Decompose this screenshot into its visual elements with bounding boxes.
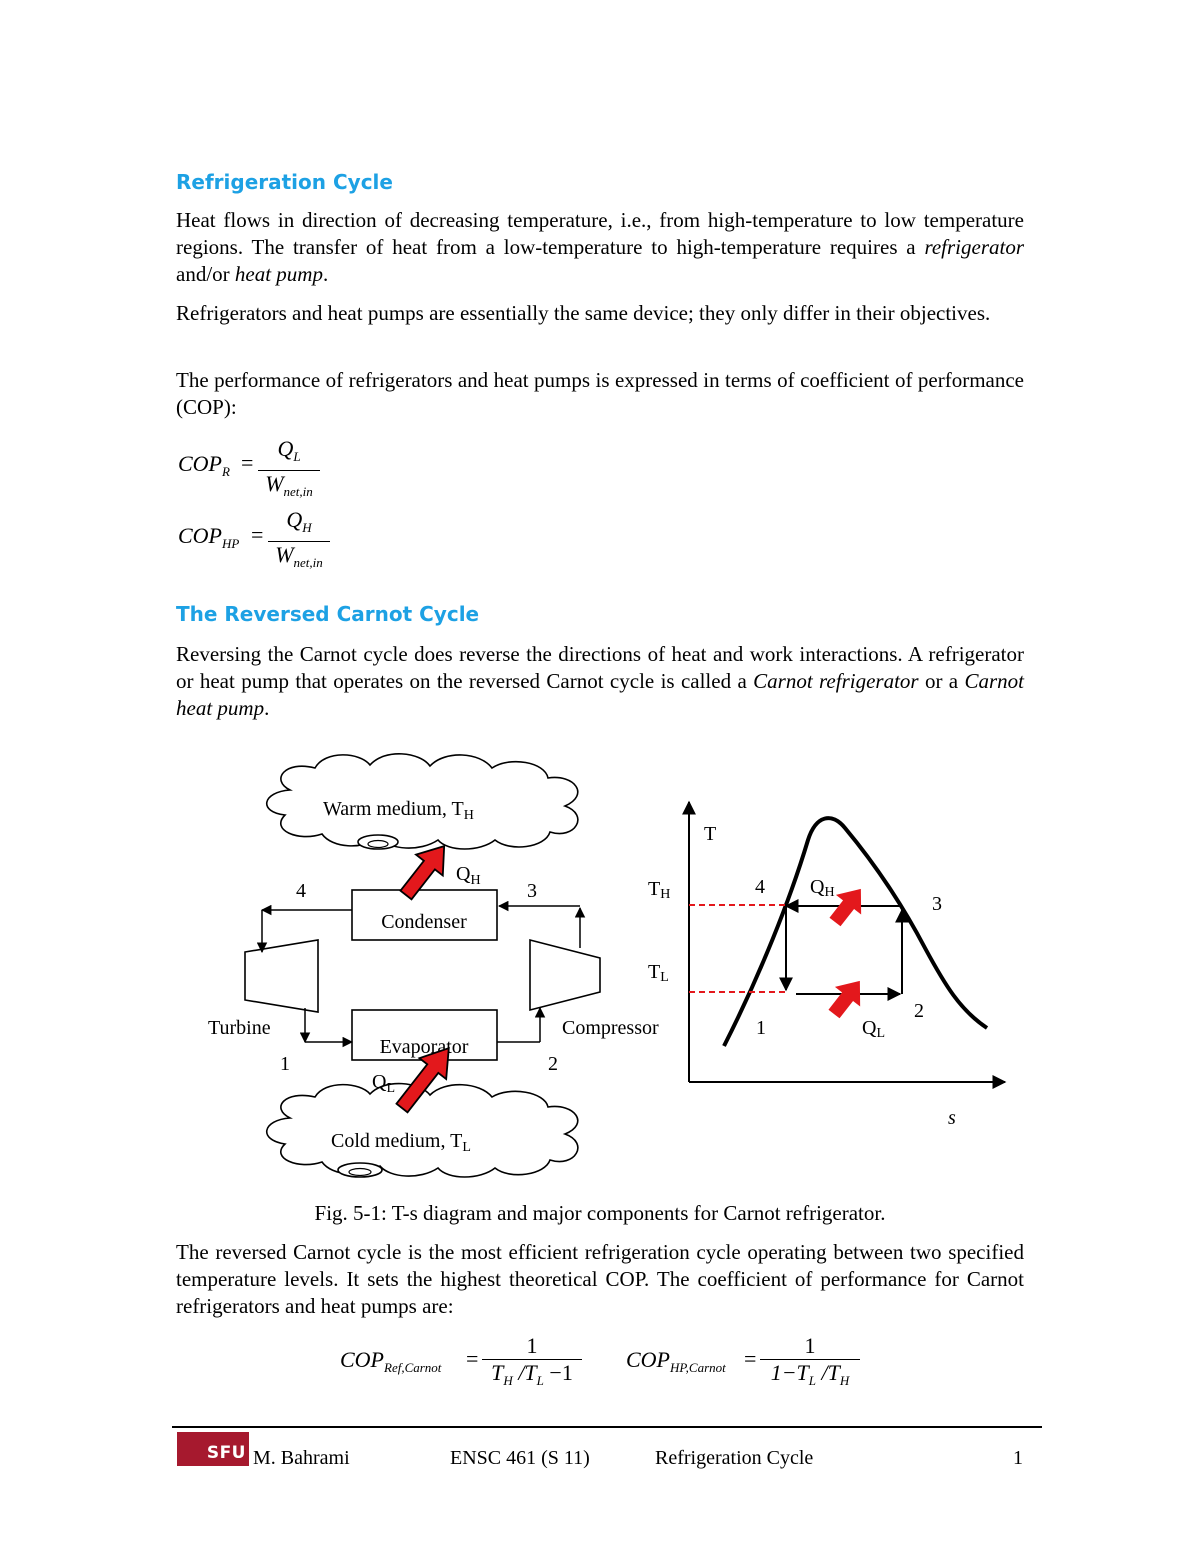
eq-den: −1 — [543, 1360, 573, 1385]
footer-author: M. Bahrami — [253, 1447, 350, 1469]
ts-state-3: 3 — [932, 893, 942, 915]
eq-equals: = — [241, 450, 254, 475]
turbine-shape — [245, 940, 318, 1012]
eq-num: 1 — [804, 1333, 816, 1358]
eq-num: Q — [286, 507, 303, 532]
footer-rule — [172, 1426, 1042, 1428]
text-italic: refrigerator — [924, 235, 1024, 259]
eq-den: T — [491, 1360, 504, 1385]
eq-equals: = — [466, 1346, 479, 1371]
ts-th-label: TH — [648, 878, 671, 902]
footer-course: ENSC 461 (S 11) — [450, 1447, 590, 1469]
cold-medium-label: Cold medium, $T_L$ — [331, 1130, 471, 1155]
ts-tl-label: TL — [648, 961, 669, 985]
ts-s-axis-label: s — [948, 1107, 956, 1129]
eq-lhs-sub: R — [222, 464, 230, 479]
eq-den-sub: H — [503, 1373, 513, 1388]
eq-den-sub: L — [808, 1373, 817, 1388]
state-4-label: 4 — [296, 880, 306, 902]
eq-equals: = — [251, 522, 264, 547]
text-italic: heat pump — [234, 262, 323, 286]
state-2-label: 2 — [548, 1053, 558, 1075]
text: Reversing the Carnot cycle does reverse the directions of heat and work interactions. A refrigerator or heat pump that operates on the reversed Carnot cycle is called a — [176, 642, 1024, 693]
compressor-label: Compressor — [562, 1017, 659, 1039]
paragraph-same-device: Refrigerators and heat pumps are essentially the same device; they only differ in their objectives. — [176, 301, 991, 325]
sfu-logo: SFU — [177, 1432, 249, 1466]
eq-lhs: COP — [178, 451, 222, 476]
ts-t-axis-label: T — [704, 823, 717, 845]
qh-label: $Q_H$ — [456, 863, 481, 888]
ql-label: $Q_L$ — [372, 1071, 396, 1096]
eq-equals: = — [744, 1346, 757, 1371]
eq-lhs: COP — [340, 1347, 384, 1372]
paragraph-most-efficient: The reversed Carnot cycle is the most efficient refrigeration cycle operating between two specified temperature levels. It sets the highest theoretical COP. The coefficient of performance for Carnot refrigerators and heat pumps are: — [176, 1240, 1024, 1318]
eq-den-sub: net,in — [293, 555, 323, 570]
eq-num-sub: H — [302, 520, 312, 535]
paragraph-performance: The performance of refrigerators and heat pumps is expressed in terms of coefficient of performance (COP): — [176, 368, 1024, 419]
eq-den: W — [275, 542, 294, 567]
eq-den-sub: net,in — [283, 484, 313, 499]
eq-den: /T — [816, 1360, 840, 1385]
eq-den-sub: L — [536, 1373, 544, 1388]
eq-den: W — [265, 471, 284, 496]
text: Heat flows in direction of decreasing temperature, i.e., from high-temperature to low temperature regions. The transfer of heat from a low-temperature to high-temperature requires a — [176, 208, 1024, 259]
eq-den-sub: H — [839, 1373, 850, 1388]
eq-lhs: COP — [626, 1347, 670, 1372]
eq-lhs-sub: Ref,Carnot — [384, 1360, 442, 1375]
turbine-label: Turbine — [208, 1017, 271, 1039]
eq-num: Q — [277, 436, 294, 461]
text-italic: Carnot refrigerator — [753, 669, 919, 693]
ts-state-4: 4 — [755, 876, 765, 898]
eq-den: 1−T — [770, 1360, 809, 1385]
eq-lhs-sub: HP,Carnot — [670, 1360, 726, 1375]
condenser-label: Condenser — [381, 911, 467, 933]
warm-medium-label: Warm medium, $T_H$ — [323, 798, 474, 823]
ts-state-2: 2 — [914, 1000, 924, 1022]
text: . — [322, 262, 329, 286]
text-italic: Carnot heat pump — [176, 669, 1024, 720]
eq-den: /T — [512, 1360, 537, 1385]
heading-refrigeration-cycle: Refrigeration Cycle — [176, 170, 393, 194]
eq-lhs: COP — [178, 523, 222, 548]
eq-num: 1 — [526, 1333, 538, 1358]
text: . — [264, 696, 270, 720]
eq-num-sub: L — [293, 449, 301, 464]
text: or a — [918, 669, 965, 693]
text: and/or — [176, 262, 235, 286]
saturation-dome — [724, 818, 987, 1046]
compressor-shape — [530, 940, 600, 1010]
eq-lhs-sub: HP — [222, 536, 240, 551]
footer-title: Refrigeration Cycle — [655, 1447, 814, 1469]
footer-page-number: 1 — [1013, 1447, 1023, 1469]
state-1-label: 1 — [280, 1053, 290, 1075]
ts-state-1: 1 — [756, 1017, 766, 1039]
heading-reversed-carnot: The Reversed Carnot Cycle — [176, 602, 480, 626]
ts-ql-label: QL — [862, 1017, 886, 1041]
ts-qh-label: QH — [810, 876, 835, 900]
ts-ql-arrow — [821, 971, 872, 1024]
figure-caption: Fig. 5-1: T-s diagram and major components for Carnot refrigerator. — [314, 1201, 886, 1225]
state-3-label: 3 — [527, 880, 537, 902]
evaporator-label: Evaporator — [379, 1036, 469, 1058]
